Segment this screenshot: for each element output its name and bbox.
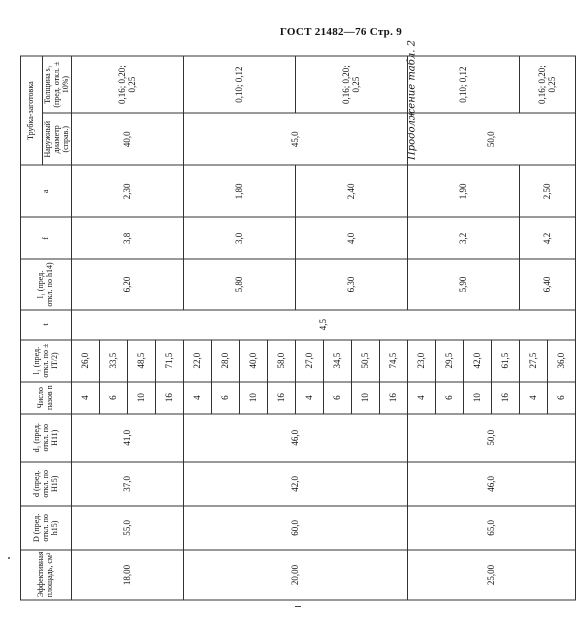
col-header-a: a bbox=[21, 165, 72, 217]
col-header-d: d (пред. откл. по H15) bbox=[21, 461, 72, 505]
cell-thickness: 0,10; 0,12 bbox=[408, 56, 520, 113]
cell-diameter: 45,0 bbox=[184, 113, 408, 165]
cell-n: 16 bbox=[156, 381, 184, 413]
cell-n: 6 bbox=[548, 381, 576, 413]
cell-D: 65,0 bbox=[408, 505, 576, 549]
cell-l: 50,5 bbox=[352, 339, 380, 381]
cell-f: 3,8 bbox=[72, 217, 184, 259]
cell-n: 10 bbox=[464, 381, 492, 413]
cell-n: 10 bbox=[352, 381, 380, 413]
table-row bbox=[72, 56, 100, 600]
cell-l1: 5,90 bbox=[408, 259, 520, 309]
cell-n: 6 bbox=[324, 381, 352, 413]
cell-d1: 50,0 bbox=[408, 413, 576, 461]
cell-thickness: 0,10; 0,12 bbox=[184, 56, 296, 113]
cell-l: 27,0 bbox=[296, 339, 324, 381]
cell-d: 46,0 bbox=[408, 461, 576, 505]
col-header-area: Эффективная площадь, см² bbox=[21, 549, 72, 599]
cell-d: 37,0 bbox=[72, 461, 184, 505]
cell-a: 2,50 bbox=[520, 165, 576, 217]
cell-f: 4,2 bbox=[520, 217, 576, 259]
cell-d1: 46,0 bbox=[184, 413, 408, 461]
cell-l: 36,0 bbox=[548, 339, 576, 381]
cell-l: 42,0 bbox=[464, 339, 492, 381]
cell-n: 16 bbox=[492, 381, 520, 413]
page-mark bbox=[295, 606, 301, 607]
cell-n: 10 bbox=[240, 381, 268, 413]
cell-n: 6 bbox=[212, 381, 240, 413]
cell-area: 18,00 bbox=[72, 549, 184, 599]
cell-l: 40,0 bbox=[240, 339, 268, 381]
cell-l: 74,5 bbox=[380, 339, 408, 381]
col-header-diameter: Наружный диаметр (справ.) bbox=[43, 113, 72, 165]
col-header-l: l₁ (пред. откл. по ± IT/2) bbox=[21, 339, 72, 381]
cell-n: 4 bbox=[520, 381, 548, 413]
col-header-l1: l₁ (пред. откл. по h14) bbox=[21, 259, 72, 309]
cell-l: 58,0 bbox=[268, 339, 296, 381]
cell-l1: 6,40 bbox=[520, 259, 576, 309]
cell-n: 4 bbox=[408, 381, 436, 413]
dimensions-table bbox=[20, 55, 576, 600]
cell-n: 4 bbox=[296, 381, 324, 413]
cell-l: 34,5 bbox=[324, 339, 352, 381]
cell-n: 4 bbox=[72, 381, 100, 413]
cell-l: 28,0 bbox=[212, 339, 240, 381]
cell-n: 16 bbox=[268, 381, 296, 413]
table-continuation-label: Продолжение табл. 2 bbox=[406, 40, 418, 160]
cell-l1: 6,30 bbox=[296, 259, 408, 309]
cell-l1: 6,20 bbox=[72, 259, 184, 309]
cell-a: 1,80 bbox=[184, 165, 296, 217]
col-header-D: D (пред. откл. по h15) bbox=[21, 505, 72, 549]
cell-l: 29,5 bbox=[436, 339, 464, 381]
cell-l: 23,0 bbox=[408, 339, 436, 381]
cell-d1: 41,0 bbox=[72, 413, 184, 461]
cell-l: 33,5 bbox=[100, 339, 128, 381]
cell-n: 4 bbox=[184, 381, 212, 413]
cell-D: 55,0 bbox=[72, 505, 184, 549]
cell-l: 71,5 bbox=[156, 339, 184, 381]
cell-n: 16 bbox=[380, 381, 408, 413]
cell-l: 48,5 bbox=[128, 339, 156, 381]
col-header-d1: d₁ (пред. откл. по H11) bbox=[21, 413, 72, 461]
cell-l: 26,0 bbox=[72, 339, 100, 381]
cell-n: 6 bbox=[436, 381, 464, 413]
col-header-t: t bbox=[21, 309, 72, 339]
cell-area: 20,00 bbox=[184, 549, 408, 599]
cell-a: 2,30 bbox=[72, 165, 184, 217]
page-speck bbox=[8, 557, 10, 559]
col-header-thickness: Толщина s₁ (пред. откл. ± 10%) bbox=[43, 56, 72, 113]
cell-thickness: 0,16; 0,20; 0,25 bbox=[296, 56, 408, 113]
col-header-tube: Трубка-заготовка bbox=[21, 56, 43, 165]
cell-f: 4,0 bbox=[296, 217, 408, 259]
cell-f: 3,2 bbox=[408, 217, 520, 259]
cell-thickness: 0,16; 0,20; 0,25 bbox=[520, 56, 576, 113]
cell-l: 22,0 bbox=[184, 339, 212, 381]
cell-l: 27,5 bbox=[520, 339, 548, 381]
cell-diameter: 50,0 bbox=[408, 113, 576, 165]
cell-thickness: 0,16; 0,20; 0,25 bbox=[72, 56, 184, 113]
cell-f: 3,0 bbox=[184, 217, 296, 259]
cell-diameter: 40,0 bbox=[72, 113, 184, 165]
cell-a: 2,40 bbox=[296, 165, 408, 217]
cell-d: 42,0 bbox=[184, 461, 408, 505]
col-header-n: Число пазов n bbox=[21, 381, 72, 413]
cell-n: 10 bbox=[128, 381, 156, 413]
cell-a: 1,90 bbox=[408, 165, 520, 217]
cell-n: 6 bbox=[100, 381, 128, 413]
cell-D: 60,0 bbox=[184, 505, 408, 549]
cell-t: 4,5 bbox=[72, 309, 576, 339]
cell-area: 25,00 bbox=[408, 549, 576, 599]
page-header: ГОСТ 21482—76 Стр. 9 bbox=[279, 26, 402, 38]
col-header-f: f bbox=[21, 217, 72, 259]
cell-l: 61,5 bbox=[492, 339, 520, 381]
cell-l1: 5,80 bbox=[184, 259, 296, 309]
